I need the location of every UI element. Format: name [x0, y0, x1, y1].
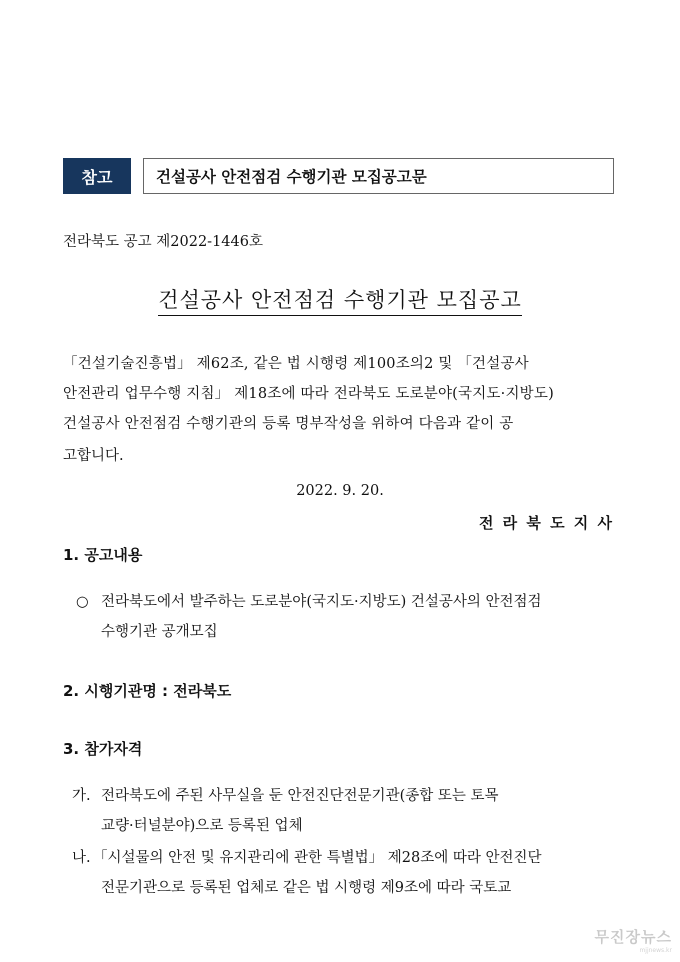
- item-ga-line-2: 교량·터널분야)으로 등록된 업체: [101, 818, 303, 834]
- section-2-heading: 2. 시행기관명 : 전라북도: [63, 682, 232, 700]
- watermark: [595, 926, 672, 954]
- reference-tag: 참고: [63, 158, 131, 194]
- notice-number: 전라북도 공고 제2022-1446호: [63, 234, 263, 250]
- header-title-box: 건설공사 안전점검 수행기관 모집공고문: [143, 158, 614, 194]
- issuer: 전 라 북 도 지 사: [478, 514, 614, 532]
- item-na-line-2: 전문기관으로 등록된 업체로 같은 법 시행령 제9조에 따라 국토교: [101, 880, 512, 896]
- section-3-heading: 3. 참가자격: [63, 740, 143, 758]
- watermark-sub: mjjnews.kr: [639, 947, 672, 954]
- document-title: 건설공사 안전점검 수행기관 모집공고: [0, 284, 680, 314]
- reference-header: [63, 158, 614, 194]
- section-1-line-1: 전라북도에서 발주하는 도로분야(국지도·지방도) 건설공사의 안전점검: [101, 594, 542, 610]
- intro-line-4: 고합니다.: [63, 448, 124, 464]
- section-1-bullet: ○: [76, 594, 89, 610]
- item-na-line-1: 「시설물의 안전 및 유지관리에 관한 특별법」 제28조에 따라 안전진단: [93, 850, 542, 866]
- intro-line-2: 안전관리 업무수행 지침」 제18조에 따라 전라북도 도로분야(국지도·지방도): [63, 386, 554, 402]
- section-1-heading: 1. 공고내용: [63, 546, 143, 564]
- notice-date: 2022. 9. 20.: [296, 483, 384, 499]
- item-ga-marker: 가.: [72, 788, 91, 804]
- item-ga-line-1: 전라북도에 주된 사무실을 둔 안전진단전문기관(종합 또는 토목: [101, 788, 499, 804]
- watermark-text: 무진장뉴스: [594, 928, 672, 946]
- intro-line-1: 「건설기술진흥법」 제62조, 같은 법 시행령 제100조의2 및 「건설공사: [63, 356, 529, 372]
- section-1-line-2: 수행기관 공개모집: [101, 624, 218, 640]
- intro-line-3: 건설공사 안전점검 수행기관의 등록 명부작성을 위하여 다음과 같이 공: [63, 416, 514, 432]
- item-na-marker: 나.: [72, 850, 91, 866]
